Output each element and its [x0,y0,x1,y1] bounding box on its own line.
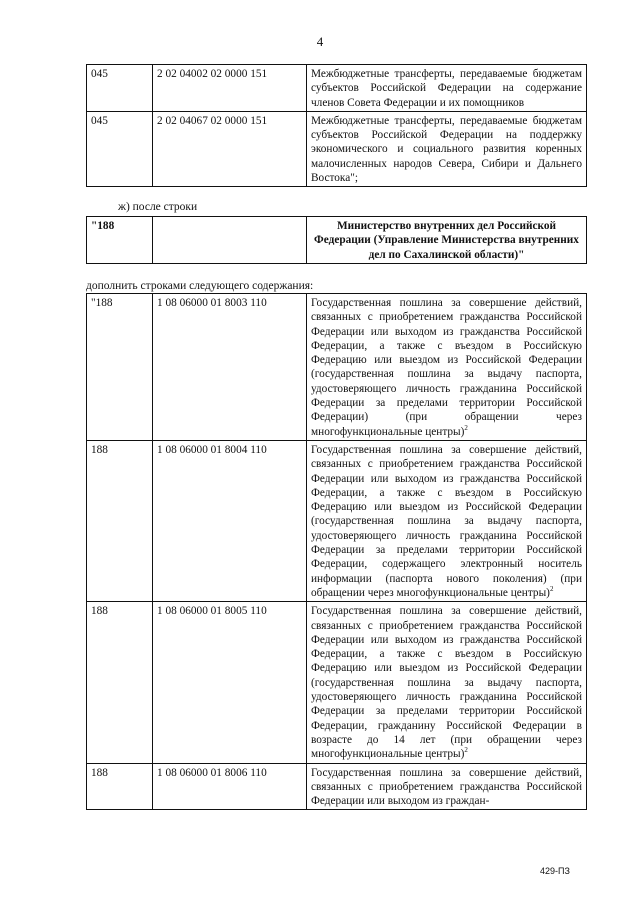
table-row [87,65,587,112]
document-code: 429-ПЗ [540,866,570,876]
description-cell [307,602,587,763]
table-row [87,294,587,441]
admin-code-cell: 188 [87,602,153,763]
description-cell [307,440,587,601]
admin-code-cell: 045 [87,65,153,112]
description-cell [307,763,587,810]
kbk-code-cell: 1 08 06000 01 8004 110 [153,440,307,601]
budget-codes-table-2 [86,293,587,810]
table-row [87,602,587,763]
instruction-add-rows: дополнить строками следующего содержания: [86,280,314,292]
admin-code-cell: "188 [87,294,153,441]
description-text: Государственная пошлина за совершение действий, связанных с приобретением гражданства Российской Федерации или выходом из граждан- [311,766,582,808]
kbk-code-cell: 2 02 04002 02 0000 151 [153,65,307,112]
admin-code-cell: 188 [87,763,153,810]
admin-code-cell: 045 [87,111,153,186]
description-cell [307,294,587,441]
admin-code-cell: 188 [87,440,153,601]
description-cell: Межбюджетные трансферты, передаваемые бюджетам субъектов Российской Федерации на поддержку экономического и социального развития коренных малочисленных народов Севера, Сибири и Дальнего Востока"; [307,111,587,186]
description-cell: Межбюджетные трансферты, передаваемые бюджетам субъектов Российской Федерации на содержание членов Совета Федерации и их помощников [307,65,587,112]
page-number: 4 [316,34,324,49]
instruction-after-row: ж) после строки [118,201,198,213]
table-row [87,763,587,810]
kbk-code-cell: 1 08 06000 01 8005 110 [153,602,307,763]
table-row [87,111,587,186]
description-text: Государственная пошлина за совершение действий, связанных с приобретением гражданства Российской Федерации или выходом из гражданства Российской Федерации, а также с въездом в Российскую Федерацию или выездом из Российской Федерации (государственная пошлина за выдачу паспорта, удостоверяющего личность гражданина Российской Федерации за пределами территории Российской Федерации, гражданину Российской Федерации в возрасте до 14 лет (при обращении через многофункциональные центры) [311,605,582,761]
empty-code-cell [153,217,307,264]
description-text: Государственная пошлина за совершение действий, связанных с приобретением гражданства Российской Федерации или выходом из гражданства Российской Федерации, а также с въездом в Российскую Федерацию или выездом из Российской Федерации (государственная пошлина за выдачу паспорта, удостоверяющего личность гражданина Российской Федерации за пределами территории Российской Федерации, содержащего электронный носитель информации (паспорта нового поколения) (при обращении через многофункциональные центры) [311,443,582,599]
table-row [87,440,587,601]
description-text: Государственная пошлина за совершение действий, связанных с приобретением гражданства Российской Федерации или выходом из гражданства Российской Федерации, а также с въездом в Российскую Федерацию или выездом из Российской Федерации (государственная пошлина за выдачу паспорта, удостоверяющего личность гражданина Российской Федерации за пределами территории Российской Федерации) (при обращении через многофункциональные центры) [311,297,582,438]
footnote-mark: 2 [464,423,468,432]
admin-code-cell: "188 [87,217,153,264]
kbk-code-cell: 2 02 04067 02 0000 151 [153,111,307,186]
footnote-mark: 2 [549,585,554,594]
footnote-mark: 2 [464,746,468,755]
budget-codes-table-1 [86,64,587,187]
ministry-header-table [86,216,587,264]
kbk-code-cell: 1 08 06000 01 8003 110 [153,294,307,441]
ministry-title-cell: Министерство внутренних дел Российской Федерации (Управление Министерства внутренних дел по Сахалинской области)" [307,217,587,264]
kbk-code-cell: 1 08 06000 01 8006 110 [153,763,307,810]
table-row [87,217,587,264]
